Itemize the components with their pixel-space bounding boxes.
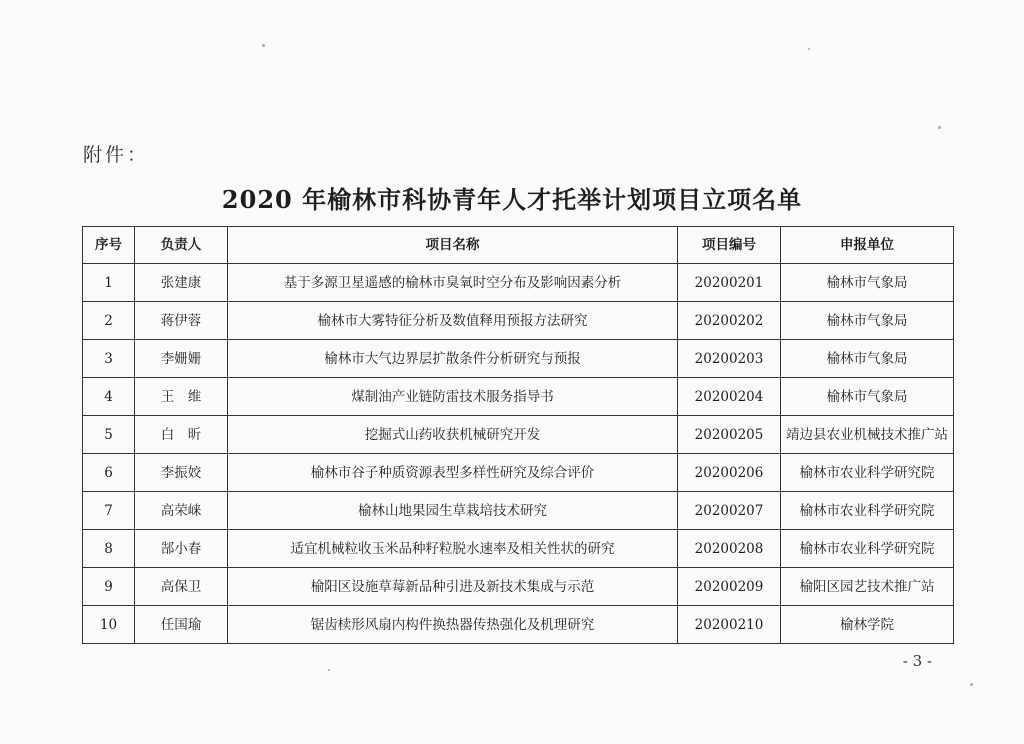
cell-project-name: 煤制油产业链防雷技术服务指导书	[228, 378, 678, 416]
table-row	[83, 264, 954, 302]
cell-unit: 靖边县农业机械技术推广站	[781, 416, 954, 454]
cell-project-code: 20200201	[678, 264, 781, 302]
cell-project-name: 榆林市大气边界层扩散条件分析研究与预报	[228, 340, 678, 378]
cell-unit: 榆林学院	[781, 606, 954, 644]
header-index: 序号	[83, 227, 135, 264]
cell-unit: 榆林市农业科学研究院	[781, 454, 954, 492]
cell-project-name: 榆阳区设施草莓新品种引进及新技术集成与示范	[228, 568, 678, 606]
table-row	[83, 530, 954, 568]
scan-speck	[262, 44, 265, 47]
cell-project-name: 榆林山地果园生草栽培技术研究	[228, 492, 678, 530]
cell-project-name: 锯齿椟形风扇内构件换热器传热强化及机理研究	[228, 606, 678, 644]
table-row	[83, 416, 954, 454]
cell-index: 9	[83, 568, 135, 606]
cell-project-code: 20200206	[678, 454, 781, 492]
cell-leader: 任国瑜	[135, 606, 228, 644]
cell-project-code: 20200202	[678, 302, 781, 340]
table-row	[83, 340, 954, 378]
cell-leader: 郜小春	[135, 530, 228, 568]
cell-leader: 李振姣	[135, 454, 228, 492]
cell-index: 2	[83, 302, 135, 340]
cell-index: 3	[83, 340, 135, 378]
cell-leader: 王 维	[135, 378, 228, 416]
project-table	[82, 226, 954, 644]
cell-index: 8	[83, 530, 135, 568]
page-number: - 3 -	[902, 652, 932, 670]
cell-project-name: 榆林市大雾特征分析及数值释用预报方法研究	[228, 302, 678, 340]
cell-index: 5	[83, 416, 135, 454]
scan-speck	[808, 48, 810, 50]
cell-project-name: 适宜机械粒收玉米品种籽粒脱水速率及相关性状的研究	[228, 530, 678, 568]
cell-index: 4	[83, 378, 135, 416]
table-row	[83, 606, 954, 644]
cell-project-code: 20200205	[678, 416, 781, 454]
cell-project-name: 榆林市谷子种质资源表型多样性研究及综合评价	[228, 454, 678, 492]
cell-unit: 榆林市气象局	[781, 302, 954, 340]
cell-project-code: 20200208	[678, 530, 781, 568]
scan-speck	[328, 669, 330, 671]
cell-project-code: 20200204	[678, 378, 781, 416]
scan-speck	[970, 683, 973, 686]
header-project-name: 项目名称	[228, 227, 678, 264]
table-row	[83, 378, 954, 416]
cell-project-code: 20200203	[678, 340, 781, 378]
cell-unit: 榆阳区园艺技术推广站	[781, 568, 954, 606]
header-unit: 申报单位	[781, 227, 954, 264]
cell-index: 10	[83, 606, 135, 644]
cell-index: 6	[83, 454, 135, 492]
cell-unit: 榆林市农业科学研究院	[781, 530, 954, 568]
table-header-row	[83, 227, 954, 264]
table-row	[83, 568, 954, 606]
cell-project-code: 20200207	[678, 492, 781, 530]
cell-index: 1	[83, 264, 135, 302]
cell-leader: 李姗姗	[135, 340, 228, 378]
scan-speck	[938, 126, 941, 129]
cell-unit: 榆林市气象局	[781, 340, 954, 378]
cell-index: 7	[83, 492, 135, 530]
cell-leader: 蒋伊蓉	[135, 302, 228, 340]
header-leader: 负责人	[135, 227, 228, 264]
table-row	[83, 302, 954, 340]
page-title: 2020 年榆林市科协青年人才托举计划项目立项名单	[221, 185, 803, 214]
cell-leader: 高保卫	[135, 568, 228, 606]
cell-project-code: 20200209	[678, 568, 781, 606]
table-row	[83, 454, 954, 492]
cell-project-name: 基于多源卫星遥感的榆林市臭氧时空分布及影响因素分析	[228, 264, 678, 302]
cell-project-name: 挖掘式山药收获机械研究开发	[228, 416, 678, 454]
table-row	[83, 492, 954, 530]
cell-leader: 高荣崃	[135, 492, 228, 530]
cell-leader: 张建康	[135, 264, 228, 302]
cell-project-code: 20200210	[678, 606, 781, 644]
cell-unit: 榆林市气象局	[781, 264, 954, 302]
cell-unit: 榆林市农业科学研究院	[781, 492, 954, 530]
attachment-label: 附件：	[83, 144, 150, 166]
cell-unit: 榆林市气象局	[781, 378, 954, 416]
cell-leader: 白 昕	[135, 416, 228, 454]
header-project-code: 项目编号	[678, 227, 781, 264]
